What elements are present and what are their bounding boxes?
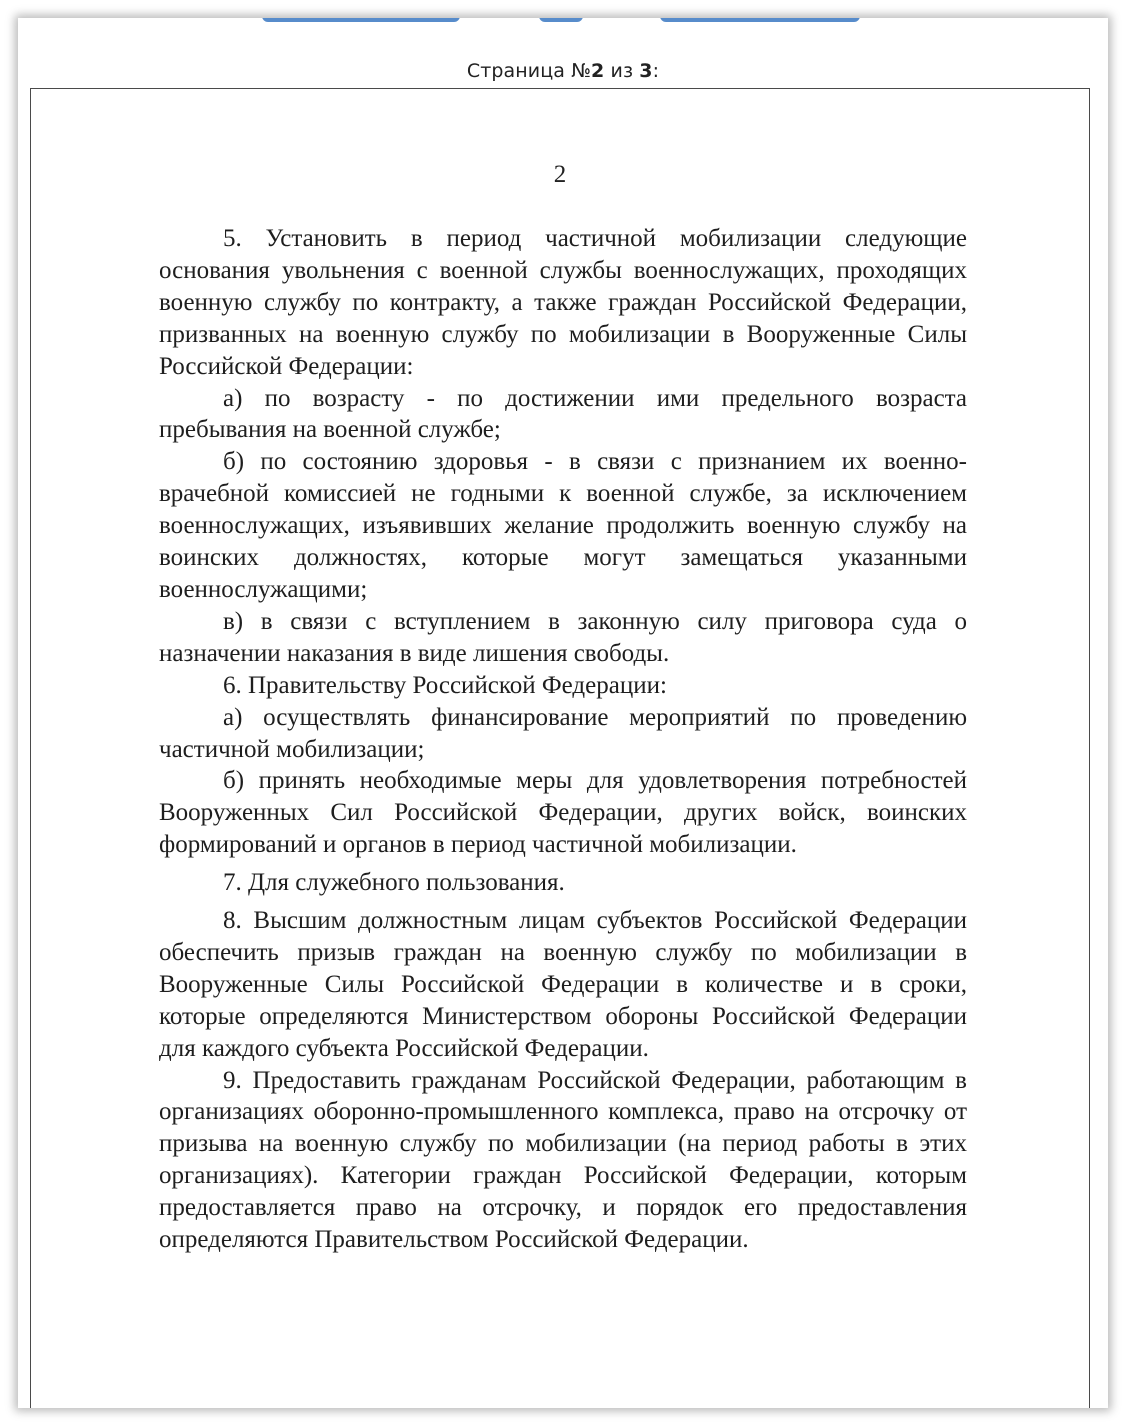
paragraph-6b: б) принять необходимые меры для удовлетворения потребностей Вооруженных Сил Российской Федерации, других войск, воинских формирований и органов в период частичной мобилизации.: [159, 767, 967, 859]
toolbar-button-middle[interactable]: [539, 18, 583, 22]
toolbar-remnant: [18, 18, 1108, 24]
paragraph-5: 5. Установить в период частичной мобилизации следующие основания увольнения с военной службы военнослужащих, проходящих военную службу по контракту, а также граждан Российской Федерации, призванных на военную службу по мобилизации в Вооруженные Силы Российской Федерации:: [159, 225, 967, 380]
paragraph-5v: в) в связи с вступлением в законную силу приговора суда о назначении наказания в виде лишения свободы.: [159, 607, 967, 667]
paragraph-7: 7. Для служебного пользования.: [223, 869, 565, 897]
toolbar-button-left[interactable]: [262, 18, 460, 22]
current-page-number: 2: [591, 60, 605, 82]
total-pages-number: 3: [639, 60, 653, 82]
paragraph-5b: б) по состоянию здоровья - в связи с признанием их военно-врачебной комиссией не годными к военной службе, за исключением военнослужащих, изъявивших желание продолжить военную службу на воинских должностях, которые могут замещаться указанными военнослужащими;: [159, 448, 967, 603]
page-indicator-suffix: :: [652, 60, 660, 82]
paragraph-5a: а) по возрасту - по достижении ими предельного возраста пребывания на военной службе;: [159, 384, 967, 444]
paragraph-6a: а) осуществлять финансирование мероприятий по проведению частичной мобилизации;: [159, 703, 967, 763]
scanned-page: [30, 88, 1090, 1408]
paragraph-9: 9. Предоставить гражданам Российской Федерации, работающим в организациях оборонно-промышленного комплекса, право на отсрочку от призыва на военную службу по мобилизации (на период работы в этих организациях). Категории граждан Российской Федерации, которым предоставляется право на отсрочку, и порядок его предоставления определяются Правительством Российской Федерации.: [159, 1066, 967, 1254]
page-indicator-prefix: Страница №: [466, 60, 592, 82]
document-text: [159, 223, 967, 1256]
paragraph-6: 6. Правительству Российской Федерации:: [223, 671, 667, 699]
document-page-number: 2: [553, 161, 567, 188]
page-indicator: [18, 60, 1108, 82]
page-indicator-of: из: [610, 60, 634, 82]
paragraph-8: 8. Высшим должностным лицам субъектов Российской Федерации обеспечить призыв граждан на военную службу по мобилизации в Вооруженные Силы Российской Федерации в количестве и в сроки, которые определяются Министерством обороны Российской Федерации для каждого субъекта Российской Федерации.: [159, 907, 967, 1062]
document-card: [18, 18, 1108, 1408]
toolbar-button-right[interactable]: [660, 18, 860, 22]
